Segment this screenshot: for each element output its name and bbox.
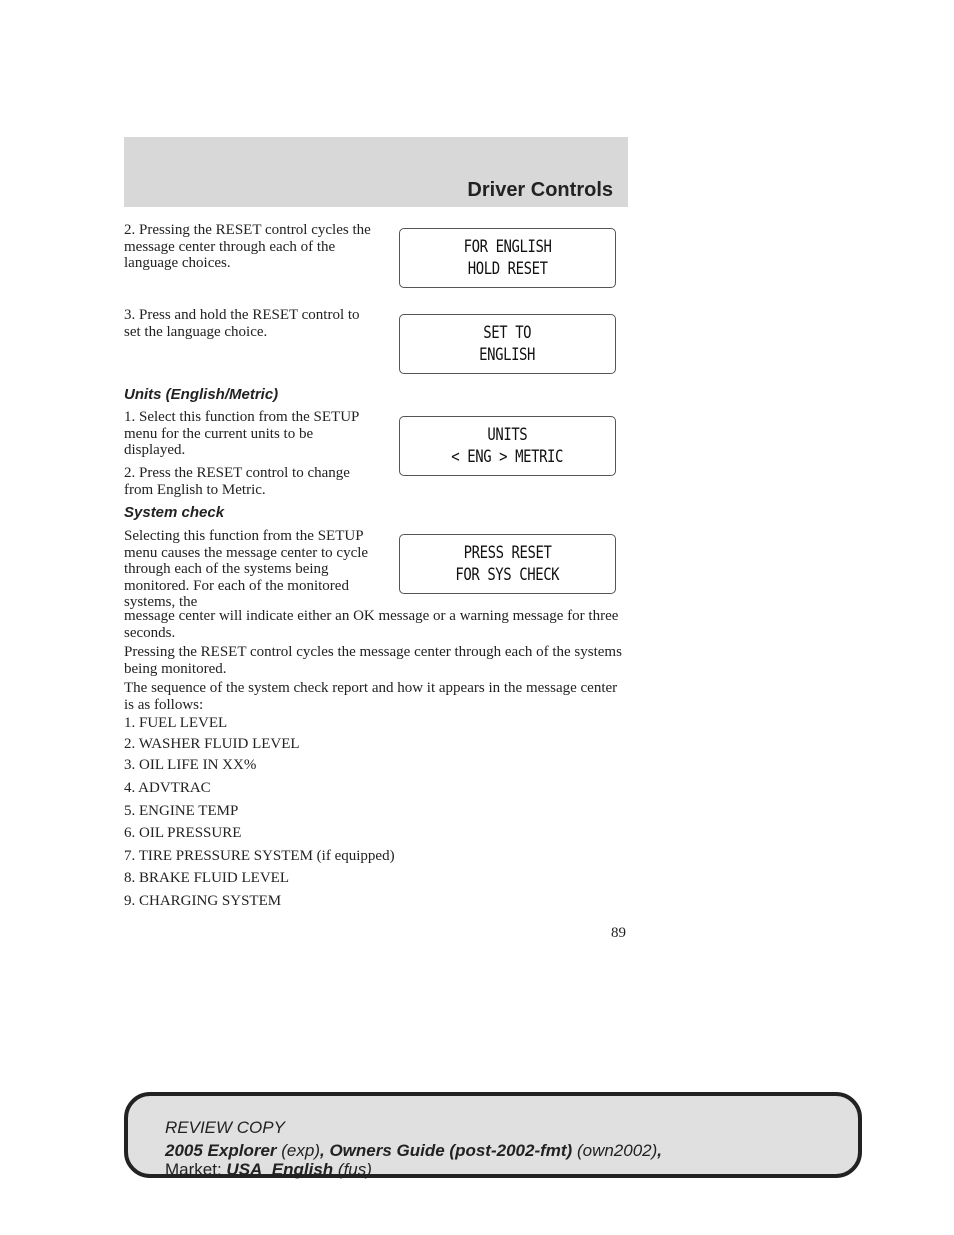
list-item: 9. CHARGING SYSTEM — [124, 893, 282, 909]
list-item: 3. OIL LIFE IN XX% — [124, 757, 257, 773]
footer-model-code: (exp) — [281, 1141, 320, 1160]
footer-market-label: Market: — [165, 1160, 222, 1179]
footer-market-code: (fus) — [337, 1160, 372, 1179]
footer-market: USA_English — [226, 1160, 334, 1179]
system-check-heading: System check — [124, 504, 225, 521]
display-line-1: FOR ENGLISH — [463, 237, 552, 257]
review-copy-label: REVIEW COPY — [165, 1118, 285, 1137]
system-check-para-3: The sequence of the system check report and how it appears in the message center is as follows: — [124, 680, 618, 713]
display-line-2: HOLD RESET — [467, 259, 548, 279]
footer-guide-code: (own2002) — [576, 1141, 658, 1160]
list-item: 7. TIRE PRESSURE SYSTEM (if equipped) — [124, 848, 395, 864]
page-number: 89 — [611, 925, 626, 941]
display-line-2: ENGLISH — [479, 345, 536, 365]
units-step-1: 1. Select this function from the SETUP menu for the current units to be displayed. — [124, 409, 359, 458]
list-item: 2. WASHER FLUID LEVEL — [124, 736, 300, 752]
units-step-2: 2. Press the RESET control to change from English to Metric. — [124, 465, 350, 498]
language-step-2: 2. Pressing the RESET control cycles the message center through each of the language choices. — [124, 222, 371, 271]
message-center-display-sys-check — [399, 534, 616, 594]
list-item: 1. FUEL LEVEL — [124, 715, 228, 731]
units-heading: Units (English/Metric) — [124, 386, 279, 403]
section-title: Driver Controls — [467, 179, 613, 201]
review-copy-footer — [124, 1092, 862, 1178]
list-item: 4. ADVTRAC — [124, 780, 211, 796]
list-item: 8. BRAKE FLUID LEVEL — [124, 870, 289, 886]
display-line-2: FOR SYS CHECK — [455, 565, 560, 585]
display-line-1: PRESS RESET — [463, 543, 552, 563]
footer-guide: Owners Guide (post-2002-fmt) — [329, 1141, 573, 1160]
display-line-2: < ENG > METRIC — [451, 447, 564, 467]
system-check-para-1b: message center will indicate either an OK message or a warning message for three seconds. — [124, 608, 619, 641]
message-center-display-units — [399, 416, 616, 476]
display-line-1: SET TO — [483, 323, 532, 343]
footer-separator: , — [657, 1141, 663, 1160]
message-center-display-set-english — [399, 314, 616, 374]
language-step-3: 3. Press and hold the RESET control to set the language choice. — [124, 307, 360, 340]
section-header-band — [124, 137, 628, 207]
system-check-para-2: Pressing the RESET control cycles the message center through each of the systems being monitored. — [124, 644, 622, 677]
footer-guide-line — [165, 1141, 662, 1161]
footer-model: 2005 Explorer — [165, 1141, 277, 1160]
system-check-para-1a: Selecting this function from the SETUP menu causes the message center to cycle through each of the systems being monitored. For each of the monitored systems, the — [124, 528, 369, 610]
display-line-1: UNITS — [487, 425, 528, 445]
list-item: 5. ENGINE TEMP — [124, 803, 239, 819]
message-center-display-language — [399, 228, 616, 288]
footer-market-line — [165, 1160, 372, 1180]
list-item: 6. OIL PRESSURE — [124, 825, 242, 841]
footer-separator: , — [319, 1141, 325, 1160]
